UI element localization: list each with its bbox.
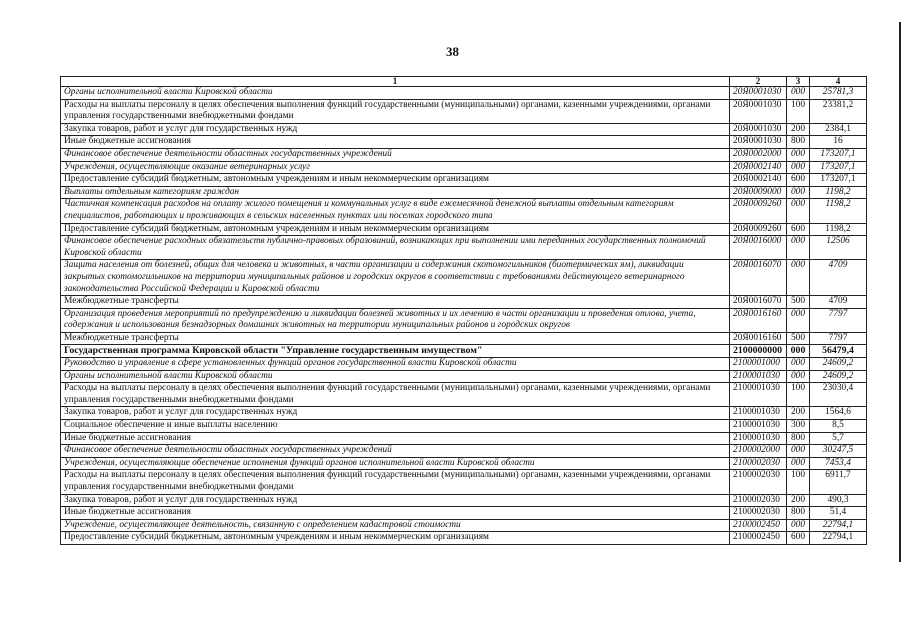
row-code-cell: 20Я0002140	[730, 174, 787, 187]
budget-table	[60, 76, 867, 545]
row-expense-type-cell: 000	[787, 161, 810, 174]
row-name-cell: Межбюджетные трансферты	[61, 296, 730, 309]
row-name-cell: Органы исполнительной власти Кировской области	[61, 370, 730, 383]
row-code-cell: 20Я0016160	[730, 332, 787, 345]
table-row	[61, 199, 867, 223]
row-amount-cell: 24609,2	[810, 370, 867, 383]
row-amount-cell: 7453,4	[810, 457, 867, 470]
row-expense-type-cell: 000	[787, 186, 810, 199]
row-code-cell: 2100002450	[730, 532, 787, 545]
row-name-cell: Учреждение, осуществляющее деятельность, связанную с определением кадастровой стоимости	[61, 519, 730, 532]
table-row	[61, 296, 867, 309]
row-name-cell: Государственная программа Кировской области "Управление государственным имуществом"	[61, 345, 730, 358]
row-name-cell: Иные бюджетные ассигнования	[61, 136, 730, 149]
row-amount-cell: 173207,1	[810, 148, 867, 161]
row-code-cell: 20Я0001030	[730, 123, 787, 136]
table-row	[61, 345, 867, 358]
row-amount-cell: 1198,2	[810, 223, 867, 236]
row-code-cell: 2100002000	[730, 445, 787, 458]
row-amount-cell: 5,7	[810, 432, 867, 445]
row-name-cell: Защита населения от болезней, общих для человека и животных, в части организации и содержания скотомогильников (биотермических ям), ликвидации закрытых скотомогильников на территории муниципальных районов и городских округов в соответствии с требованиями действующего ветеринарного законодательства Российской Федерации и Кировской области	[61, 260, 730, 296]
row-expense-type-cell: 000	[787, 260, 810, 296]
row-name-cell: Учреждения, осуществляющие обеспечение исполнения функций органов исполнительной власти Кировской области	[61, 457, 730, 470]
table-row	[61, 445, 867, 458]
row-code-cell: 2100002030	[730, 470, 787, 494]
row-amount-cell: 4709	[810, 296, 867, 309]
row-code-cell: 2100002030	[730, 507, 787, 520]
table-row	[61, 186, 867, 199]
row-amount-cell: 23381,2	[810, 99, 867, 123]
table-row	[61, 470, 867, 494]
row-expense-type-cell: 600	[787, 223, 810, 236]
row-code-cell: 20Я0016160	[730, 308, 787, 332]
page-number: 38	[446, 44, 459, 59]
row-code-cell: 20Я0016070	[730, 296, 787, 309]
row-code-cell: 2100001030	[730, 370, 787, 383]
table-row	[61, 236, 867, 260]
table-row	[61, 358, 867, 371]
row-name-cell: Руководство и управление в сфере установленных функций органов государственной власти Кировской области	[61, 358, 730, 371]
column-header-name: 1	[61, 77, 730, 87]
row-name-cell: Закупка товаров, работ и услуг для государственных нужд	[61, 407, 730, 420]
row-code-cell: 2100001030	[730, 420, 787, 433]
row-expense-type-cell: 100	[787, 383, 810, 407]
row-amount-cell: 1564,6	[810, 407, 867, 420]
row-expense-type-cell: 800	[787, 507, 810, 520]
row-amount-cell: 1198,2	[810, 199, 867, 223]
row-expense-type-cell: 100	[787, 470, 810, 494]
row-name-cell: Иные бюджетные ассигнования	[61, 507, 730, 520]
row-amount-cell: 8,5	[810, 420, 867, 433]
row-expense-type-cell: 600	[787, 174, 810, 187]
row-code-cell: 20Я0009260	[730, 223, 787, 236]
row-code-cell: 20Я0001030	[730, 136, 787, 149]
row-name-cell: Расходы на выплаты персоналу в целях обеспечения выполнения функций государственными (муниципальными) органами, казенными учреждениями, органами управления государственными внебюджетными фондами	[61, 383, 730, 407]
row-name-cell: Предоставление субсидий бюджетным, автономным учреждениям и иным некоммерческим организациям	[61, 223, 730, 236]
row-name-cell: Органы исполнительной власти Кировской области	[61, 87, 730, 100]
table-row	[61, 519, 867, 532]
row-code-cell: 2100001030	[730, 432, 787, 445]
row-amount-cell: 51,4	[810, 507, 867, 520]
row-code-cell: 20Я0002000	[730, 148, 787, 161]
table-row	[61, 99, 867, 123]
row-code-cell: 2100002450	[730, 519, 787, 532]
row-code-cell: 20Я0016070	[730, 260, 787, 296]
row-name-cell: Финансовое обеспечение расходных обязательств публично-правовых образований, возникающих при выполнении ими переданных государственных полномочий Кировской области	[61, 236, 730, 260]
page-edge-line	[899, 22, 901, 562]
column-header-code: 2	[730, 77, 787, 87]
row-amount-cell: 24609,2	[810, 358, 867, 371]
table-row	[61, 174, 867, 187]
row-name-cell: Организация проведения мероприятий по предупреждению и ликвидации болезней животных и их лечению в части организации и проведения отлова, учета, содержания и использования безнадзорных домашних животных на территории муниципальных районов и городских округов	[61, 308, 730, 332]
table-row	[61, 161, 867, 174]
table-header-row	[61, 77, 867, 87]
row-expense-type-cell: 500	[787, 332, 810, 345]
row-code-cell: 20Я0002140	[730, 161, 787, 174]
row-amount-cell: 23030,4	[810, 383, 867, 407]
row-name-cell: Закупка товаров, работ и услуг для государственных нужд	[61, 123, 730, 136]
row-amount-cell: 7797	[810, 308, 867, 332]
row-code-cell: 20Я0001030	[730, 99, 787, 123]
row-code-cell: 20Я0009000	[730, 186, 787, 199]
row-code-cell: 2100001030	[730, 383, 787, 407]
row-expense-type-cell: 000	[787, 308, 810, 332]
row-name-cell: Предоставление субсидий бюджетным, автономным учреждениям и иным некоммерческим организациям	[61, 174, 730, 187]
table-row	[61, 383, 867, 407]
table-row	[61, 260, 867, 296]
table-row	[61, 432, 867, 445]
table-row	[61, 370, 867, 383]
row-name-cell: Частичная компенсация расходов на оплату жилого помещения и коммунальных услуг в виде ежемесячной денежной выплаты отдельным категориям специалистов, работающих и проживающих в сельских населенных пунктах или поселках городского типа	[61, 199, 730, 223]
row-code-cell: 20Я0016000	[730, 236, 787, 260]
row-expense-type-cell: 200	[787, 123, 810, 136]
row-expense-type-cell: 000	[787, 199, 810, 223]
table-row	[61, 420, 867, 433]
row-expense-type-cell: 200	[787, 407, 810, 420]
row-expense-type-cell: 000	[787, 148, 810, 161]
row-amount-cell: 7797	[810, 332, 867, 345]
table-row	[61, 532, 867, 545]
row-expense-type-cell: 000	[787, 236, 810, 260]
row-expense-type-cell: 000	[787, 370, 810, 383]
row-name-cell: Финансовое обеспечение деятельности областных государственных учреждений	[61, 148, 730, 161]
row-amount-cell: 490,3	[810, 494, 867, 507]
row-expense-type-cell: 000	[787, 445, 810, 458]
row-name-cell: Предоставление субсидий бюджетным, автономным учреждениям и иным некоммерческим организациям	[61, 532, 730, 545]
row-name-cell: Учреждения, осуществляющие оказание ветеринарных услуг	[61, 161, 730, 174]
table-row	[61, 87, 867, 100]
row-name-cell: Закупка товаров, работ и услуг для государственных нужд	[61, 494, 730, 507]
table-row	[61, 407, 867, 420]
row-amount-cell: 12506	[810, 236, 867, 260]
table-row	[61, 494, 867, 507]
row-name-cell: Расходы на выплаты персоналу в целях обеспечения выполнения функций государственными (муниципальными) органами, казенными учреждениями, органами управления государственными внебюджетными фондами	[61, 99, 730, 123]
row-expense-type-cell: 000	[787, 358, 810, 371]
row-name-cell: Межбюджетные трансферты	[61, 332, 730, 345]
table-row	[61, 308, 867, 332]
row-amount-cell: 22794,1	[810, 519, 867, 532]
row-name-cell: Финансовое обеспечение деятельности областных государственных учреждений	[61, 445, 730, 458]
row-expense-type-cell: 200	[787, 494, 810, 507]
row-code-cell: 20Я0009260	[730, 199, 787, 223]
row-code-cell: 2100002030	[730, 457, 787, 470]
table-row	[61, 136, 867, 149]
column-header-expense-type: 3	[787, 77, 810, 87]
row-expense-type-cell: 000	[787, 457, 810, 470]
row-name-cell: Иные бюджетные ассигнования	[61, 432, 730, 445]
row-expense-type-cell: 600	[787, 532, 810, 545]
row-amount-cell: 1198,2	[810, 186, 867, 199]
table-row	[61, 123, 867, 136]
row-expense-type-cell: 300	[787, 420, 810, 433]
table-row	[61, 148, 867, 161]
row-code-cell: 2100001000	[730, 358, 787, 371]
row-amount-cell: 2384,1	[810, 123, 867, 136]
row-expense-type-cell: 000	[787, 87, 810, 100]
row-code-cell: 2100001030	[730, 407, 787, 420]
row-name-cell: Социальное обеспечение и иные выплаты населению	[61, 420, 730, 433]
row-expense-type-cell: 800	[787, 432, 810, 445]
row-amount-cell: 56479,4	[810, 345, 867, 358]
row-amount-cell: 25781,3	[810, 87, 867, 100]
row-expense-type-cell: 100	[787, 99, 810, 123]
budget-table-body	[61, 77, 867, 545]
row-expense-type-cell: 000	[787, 345, 810, 358]
row-amount-cell: 173207,1	[810, 174, 867, 187]
row-code-cell: 2100002030	[730, 494, 787, 507]
table-row	[61, 332, 867, 345]
row-code-cell: 20Я0001030	[730, 87, 787, 100]
row-code-cell: 2100000000	[730, 345, 787, 358]
table-row	[61, 457, 867, 470]
row-name-cell: Расходы на выплаты персоналу в целях обеспечения выполнения функций государственными (муниципальными) органами, казенными учреждениями, органами управления государственными внебюджетными фондами	[61, 470, 730, 494]
row-amount-cell: 6911,7	[810, 470, 867, 494]
row-amount-cell: 22794,1	[810, 532, 867, 545]
table-row	[61, 223, 867, 236]
row-name-cell: Выплаты отдельным категориям граждан	[61, 186, 730, 199]
row-amount-cell: 4709	[810, 260, 867, 296]
row-amount-cell: 173207,1	[810, 161, 867, 174]
row-expense-type-cell: 800	[787, 136, 810, 149]
row-expense-type-cell: 000	[787, 519, 810, 532]
row-expense-type-cell: 500	[787, 296, 810, 309]
row-amount-cell: 30247,5	[810, 445, 867, 458]
row-amount-cell: 16	[810, 136, 867, 149]
column-header-amount: 4	[810, 77, 867, 87]
table-row	[61, 507, 867, 520]
